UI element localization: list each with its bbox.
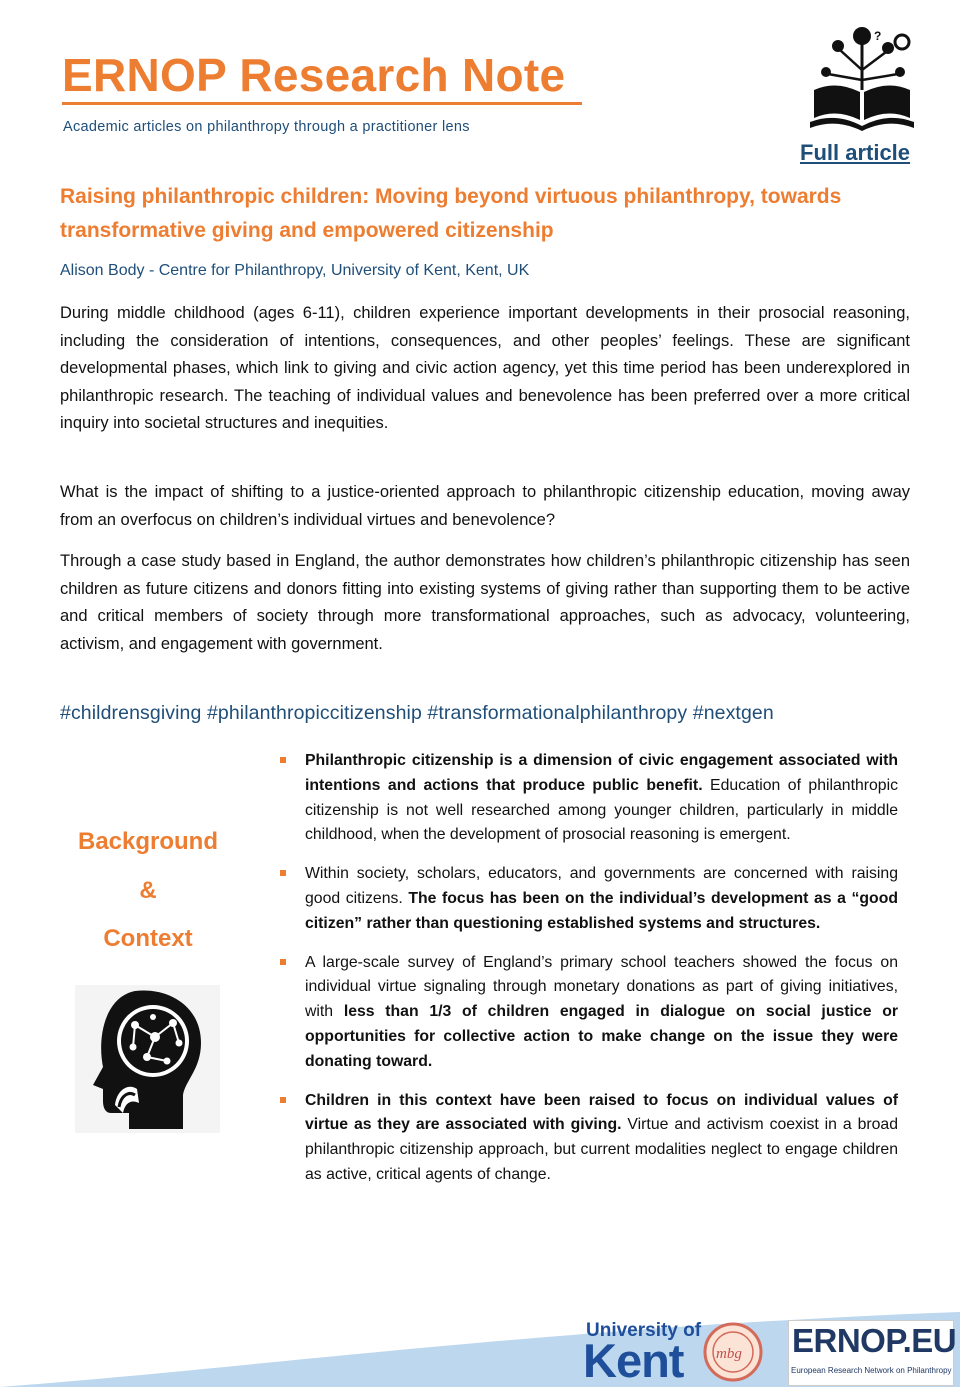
svg-text:?: ? bbox=[874, 29, 882, 43]
bullet-item: A large-scale survey of England’s primary school teachers showed the focus on individual virtue signaling through monetary donations as part of giving initiatives, with less than 1/3 of children engaged in dialogue on social justice or opportunities for collective action to make change on the issue they were donating toward. bbox=[280, 951, 898, 1075]
bullet-square-icon bbox=[280, 757, 286, 763]
bullet-item: Children in this context have been raised to focus on individual values of virtue as they are associated with giving. Virtue and activism coexist in a broad philanthropic citizenship approach, but current modalities neglect to engage children as active, critical agents of change. bbox=[280, 1089, 898, 1188]
section-heading-line: Context bbox=[103, 925, 193, 952]
full-article-link[interactable]: Full article bbox=[800, 140, 911, 165]
kent-university-label: University of bbox=[586, 1320, 702, 1341]
hashtags: #childrensgiving #philanthropiccitizenship #transformationalphilanthropy #nextgen bbox=[60, 702, 774, 724]
intro-paragraph-1: During middle childhood (ages 6-11), children experience important developments in their prosocial reasoning, including the consideration of intentions, consequences, and other peoples’ feelings. These are significant developmental phases, which link to giving and civic action agency, yet this time period has been underexplored in philanthropic research. The teaching of individual values and benevolence has been preferred over a more critical inquiry into societal structures and inequities. bbox=[60, 304, 910, 432]
book-ideas-logo-icon bbox=[806, 20, 918, 132]
ernop-logo-text: ERNOP.EU bbox=[792, 1322, 957, 1359]
section-heading-line: & bbox=[139, 876, 157, 904]
background-bullet-list bbox=[280, 749, 898, 1202]
intro-paragraph-3: Through a case study based in England, the author demonstrates how children’s philanthropic citizenship has seen children as future citizens and donors fitting into existing systems of giving rather than supporting them to be active and critical members of society through more transformational approaches, such as advocacy, volunteering, activism, and engagement with government. bbox=[60, 552, 910, 653]
bullet-square-icon bbox=[280, 959, 286, 965]
bullet-item: Philanthropic citizenship is a dimension of civic engagement associated with intentions and actions that produce public benefit. Education of philanthropic citizenship is not well researched among younger children, particularly in middle childhood, when the development of prosocial reasoning is emergent. bbox=[280, 749, 898, 848]
section-heading-line: Background bbox=[77, 828, 218, 855]
article-title: Raising philanthropic children: Moving beyond virtuous philanthropy, towards transformative giving and empowered citizenship bbox=[60, 185, 842, 242]
page-subtitle: Academic articles on philanthropy through a practitioner lens bbox=[63, 119, 470, 135]
bullet-square-icon bbox=[280, 1097, 286, 1103]
title-underline bbox=[62, 102, 582, 105]
kent-logo-text: Kent bbox=[583, 1334, 684, 1387]
page-title: ERNOP Research Note bbox=[62, 49, 566, 101]
bullet-square-icon bbox=[280, 870, 286, 876]
intro-paragraph-2: What is the impact of shifting to a justice-oriented approach to philanthropic citizenship education, moving away from an overfocus on children’s individual virtues and benevolence? bbox=[60, 483, 910, 529]
head-network-icon bbox=[75, 985, 220, 1133]
bullet-item: Within society, scholars, educators, and governments are concerned with raising good citizens. The focus has been on the individual’s development as a “good citizen” rather than questioning established systems and structures. bbox=[280, 862, 898, 936]
svg-text:mbg: mbg bbox=[716, 1346, 742, 1362]
ernop-logo-subtitle: European Research Network on Philanthropy bbox=[791, 1366, 952, 1375]
article-author: Alison Body - Centre for Philanthropy, University of Kent, Kent, UK bbox=[60, 262, 530, 279]
mbg-logo-icon bbox=[702, 1321, 764, 1383]
section-heading bbox=[60, 818, 236, 964]
